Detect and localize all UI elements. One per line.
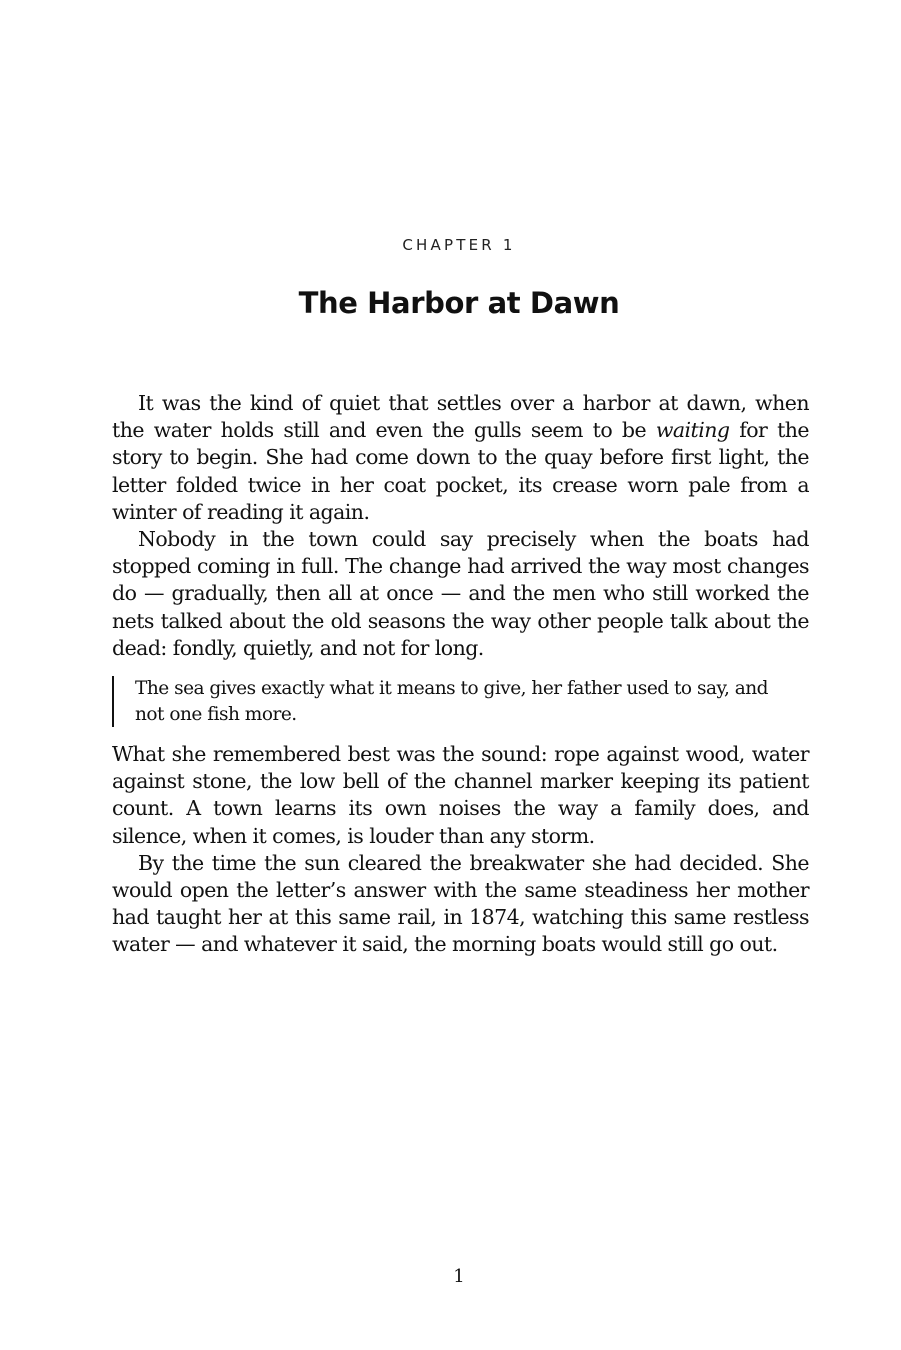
- page-number: 1: [453, 1266, 465, 1287]
- paragraph-1-text-start: It was the kind of quiet that settles over a harbor at dawn, when the water holds still and even the gulls seem to be: [112, 391, 809, 443]
- paragraph-3: What she remembered best was the sound: rope against wood, water against stone, the low bell of the channel marker keeping its patient count. A town learns its own noises the way a family does, and silence, when it comes, is louder than any storm.: [112, 742, 809, 848]
- block-quote: The sea gives exactly what it means to give, her father used to say, and not one fish more.: [112, 676, 809, 727]
- paragraph-1: [112, 390, 809, 526]
- paragraph-2: Nobody in the town could say precisely when the boats had stopped coming in full. The change had arrived the way most changes do — gradually, then all at once — and the men who still worked the nets talked about the old seasons the way other people talk about the dead: fondly, quietly, and not for long.: [112, 527, 809, 660]
- emphasized-word: waiting: [655, 418, 730, 443]
- chapter-label: CHAPTER 1: [402, 236, 516, 254]
- paragraph-4: By the time the sun cleared the breakwater she had decided. She would open the letter’s answer with the same steadiness her mother had taught her at this same rail, in 1874, watching this same restless water — and whatever it said, the morning boats would still go out.: [112, 850, 809, 957]
- paragraph-1-text-end: for the story to begin. She had come down to the quay before first light, the letter folded twice in her coat pocket, its crease worn pale from a winter of reading it again.: [112, 418, 810, 524]
- chapter-title: The Harbor at Dawn: [298, 286, 620, 320]
- chapter-body: [112, 390, 809, 959]
